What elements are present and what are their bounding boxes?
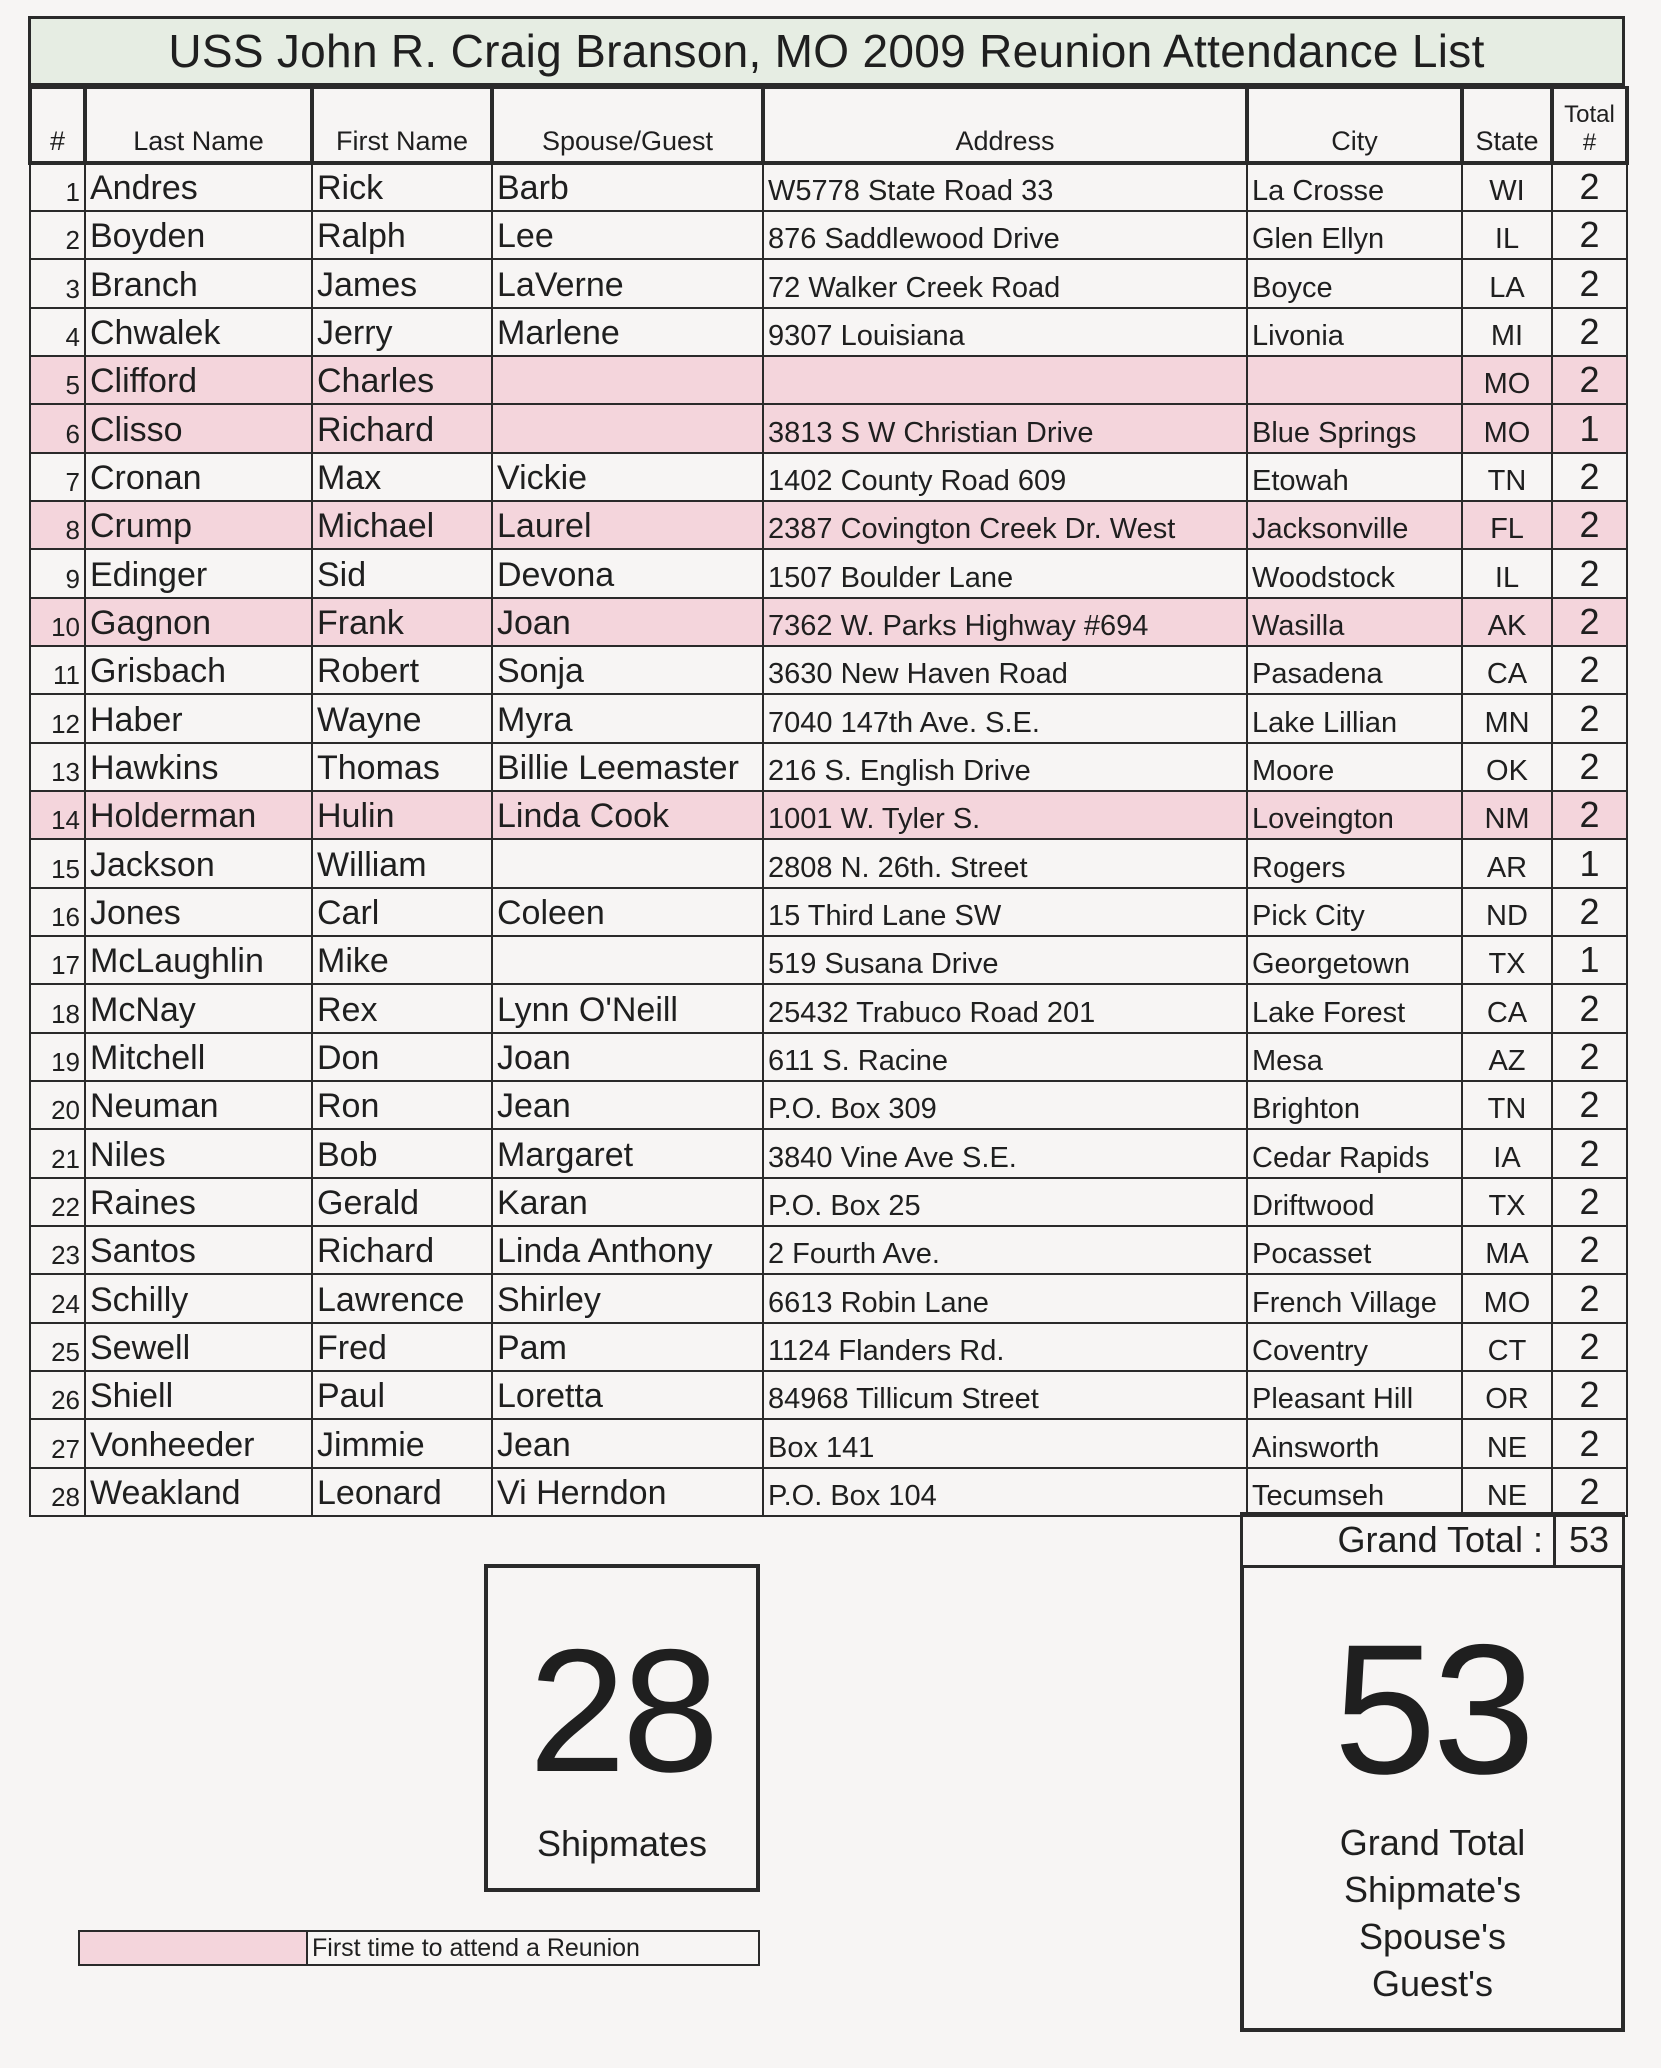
row-number: 11 bbox=[30, 646, 85, 694]
city-cell: Cedar Rapids bbox=[1247, 1129, 1462, 1177]
city-cell: Driftwood bbox=[1247, 1178, 1462, 1226]
last-name-cell: Boyden bbox=[85, 211, 312, 259]
address-cell: 3813 S W Christian Drive bbox=[763, 404, 1247, 452]
table-row bbox=[30, 839, 1627, 887]
row-number: 5 bbox=[30, 356, 85, 404]
total-cell: 2 bbox=[1552, 453, 1627, 501]
address-cell: 2387 Covington Creek Dr. West bbox=[763, 501, 1247, 549]
table-row bbox=[30, 1226, 1627, 1274]
row-number: 22 bbox=[30, 1178, 85, 1226]
address-cell: 7040 147th Ave. S.E. bbox=[763, 694, 1247, 742]
spouse-guest-cell: Billie Leemaster bbox=[492, 743, 763, 791]
city-cell: Lake Lillian bbox=[1247, 694, 1462, 742]
address-cell: 7362 W. Parks Highway #694 bbox=[763, 598, 1247, 646]
total-cell: 2 bbox=[1552, 1226, 1627, 1274]
city-cell: Rogers bbox=[1247, 839, 1462, 887]
city-cell: Loveington bbox=[1247, 791, 1462, 839]
city-cell: Glen Ellyn bbox=[1247, 211, 1462, 259]
first-name-cell: Sid bbox=[312, 549, 492, 597]
last-name-cell: Jackson bbox=[85, 839, 312, 887]
spouse-guest-cell: Lynn O'Neill bbox=[492, 984, 763, 1032]
row-number: 2 bbox=[30, 211, 85, 259]
last-name-cell: Neuman bbox=[85, 1081, 312, 1129]
row-number: 9 bbox=[30, 549, 85, 597]
state-cell: IL bbox=[1462, 211, 1552, 259]
total-cell: 2 bbox=[1552, 163, 1627, 211]
shipmates-caption: Shipmates bbox=[536, 1823, 708, 1864]
total-cell: 2 bbox=[1552, 1081, 1627, 1129]
header-spouse-guest: Spouse/Guest bbox=[492, 88, 763, 163]
table-row bbox=[30, 1178, 1627, 1226]
first-name-cell: Richard bbox=[312, 1226, 492, 1274]
header-state: State bbox=[1462, 88, 1552, 163]
table-row bbox=[30, 1129, 1627, 1177]
state-cell: LA bbox=[1462, 259, 1552, 307]
city-cell: Livonia bbox=[1247, 308, 1462, 356]
last-name-cell: Schilly bbox=[85, 1274, 312, 1322]
city-cell: French Village bbox=[1247, 1274, 1462, 1322]
caption-line-2: Shipmate's bbox=[1344, 1869, 1521, 1910]
row-number: 26 bbox=[30, 1371, 85, 1419]
first-name-cell: Robert bbox=[312, 646, 492, 694]
state-cell: ND bbox=[1462, 888, 1552, 936]
spouse-guest-cell: Vickie bbox=[492, 453, 763, 501]
first-name-cell: Paul bbox=[312, 1371, 492, 1419]
table-row bbox=[30, 308, 1627, 356]
table-row bbox=[30, 1274, 1627, 1322]
first-name-cell: Hulin bbox=[312, 791, 492, 839]
row-number: 19 bbox=[30, 1033, 85, 1081]
first-name-cell: Richard bbox=[312, 404, 492, 452]
total-cell: 1 bbox=[1552, 404, 1627, 452]
first-name-cell: Mike bbox=[312, 936, 492, 984]
legend-swatch bbox=[80, 1932, 308, 1964]
grand-total-value: 53 bbox=[1568, 1519, 1610, 1560]
address-cell: 3630 New Haven Road bbox=[763, 646, 1247, 694]
grand-total-row bbox=[1240, 1512, 1625, 1568]
address-cell: 72 Walker Creek Road bbox=[763, 259, 1247, 307]
header-total-line2: # bbox=[1582, 128, 1597, 156]
state-cell: MA bbox=[1462, 1226, 1552, 1274]
spouse-guest-cell: Vi Herndon bbox=[492, 1468, 763, 1516]
table-row bbox=[30, 211, 1627, 259]
table-row bbox=[30, 1323, 1627, 1371]
spouse-guest-cell: Lee bbox=[492, 211, 763, 259]
total-cell: 1 bbox=[1552, 839, 1627, 887]
table-row bbox=[30, 791, 1627, 839]
spouse-guest-cell: Jean bbox=[492, 1419, 763, 1467]
state-cell: TN bbox=[1462, 1081, 1552, 1129]
table-row bbox=[30, 984, 1627, 1032]
table-row bbox=[30, 163, 1627, 211]
spouse-guest-cell bbox=[492, 356, 763, 404]
last-name-cell: Niles bbox=[85, 1129, 312, 1177]
spouse-guest-cell: Sonja bbox=[492, 646, 763, 694]
address-cell: P.O. Box 104 bbox=[763, 1468, 1247, 1516]
city-cell: Etowah bbox=[1247, 453, 1462, 501]
last-name-cell: Crump bbox=[85, 501, 312, 549]
address-cell: 9307 Louisiana bbox=[763, 308, 1247, 356]
address-cell: 3840 Vine Ave S.E. bbox=[763, 1129, 1247, 1177]
address-cell: P.O. Box 309 bbox=[763, 1081, 1247, 1129]
grand-total-caption bbox=[1244, 1819, 1621, 2007]
total-cell: 2 bbox=[1552, 211, 1627, 259]
row-number: 20 bbox=[30, 1081, 85, 1129]
city-cell: Coventry bbox=[1247, 1323, 1462, 1371]
row-number: 21 bbox=[30, 1129, 85, 1177]
spouse-guest-cell: Devona bbox=[492, 549, 763, 597]
city-cell: Lake Forest bbox=[1247, 984, 1462, 1032]
spouse-guest-cell: Barb bbox=[492, 163, 763, 211]
caption-line-4: Guest's bbox=[1372, 1963, 1493, 2004]
state-cell: OR bbox=[1462, 1371, 1552, 1419]
address-cell: 2808 N. 26th. Street bbox=[763, 839, 1247, 887]
table-row bbox=[30, 743, 1627, 791]
spouse-guest-cell: Laurel bbox=[492, 501, 763, 549]
first-name-cell: Don bbox=[312, 1033, 492, 1081]
last-name-cell: Chwalek bbox=[85, 308, 312, 356]
header-first-name: First Name bbox=[312, 88, 492, 163]
city-cell: Pocasset bbox=[1247, 1226, 1462, 1274]
table-row bbox=[30, 1468, 1627, 1516]
spouse-guest-cell: Linda Cook bbox=[492, 791, 763, 839]
total-cell: 2 bbox=[1552, 791, 1627, 839]
total-cell: 2 bbox=[1552, 356, 1627, 404]
city-cell: Blue Springs bbox=[1247, 404, 1462, 452]
state-cell: IL bbox=[1462, 549, 1552, 597]
row-number: 7 bbox=[30, 453, 85, 501]
state-cell: MO bbox=[1462, 1274, 1552, 1322]
total-cell: 2 bbox=[1552, 646, 1627, 694]
state-cell: MI bbox=[1462, 308, 1552, 356]
city-cell: Pleasant Hill bbox=[1247, 1371, 1462, 1419]
last-name-cell: McLaughlin bbox=[85, 936, 312, 984]
shipmates-box bbox=[484, 1564, 760, 1892]
address-cell: 6613 Robin Lane bbox=[763, 1274, 1247, 1322]
city-cell: Boyce bbox=[1247, 259, 1462, 307]
city-cell: Ainsworth bbox=[1247, 1419, 1462, 1467]
last-name-cell: Raines bbox=[85, 1178, 312, 1226]
last-name-cell: Branch bbox=[85, 259, 312, 307]
address-cell: W5778 State Road 33 bbox=[763, 163, 1247, 211]
first-name-cell: Max bbox=[312, 453, 492, 501]
row-number: 18 bbox=[30, 984, 85, 1032]
spouse-guest-cell: Shirley bbox=[492, 1274, 763, 1322]
last-name-cell: McNay bbox=[85, 984, 312, 1032]
state-cell: AR bbox=[1462, 839, 1552, 887]
caption-line-1: Grand Total bbox=[1339, 1822, 1526, 1863]
row-number: 25 bbox=[30, 1323, 85, 1371]
city-cell: Woodstock bbox=[1247, 549, 1462, 597]
city-cell: Georgetown bbox=[1247, 936, 1462, 984]
first-name-cell: Jimmie bbox=[312, 1419, 492, 1467]
state-cell: MO bbox=[1462, 356, 1552, 404]
first-name-cell: Ralph bbox=[312, 211, 492, 259]
table-row bbox=[30, 453, 1627, 501]
address-cell: 1001 W. Tyler S. bbox=[763, 791, 1247, 839]
state-cell: FL bbox=[1462, 501, 1552, 549]
first-name-cell: Charles bbox=[312, 356, 492, 404]
shipmates-count: 28 bbox=[528, 1614, 716, 1809]
spouse-guest-cell: Marlene bbox=[492, 308, 763, 356]
header-total-line1: Total bbox=[1564, 100, 1615, 128]
spouse-guest-cell bbox=[492, 936, 763, 984]
last-name-cell: Gagnon bbox=[85, 598, 312, 646]
last-name-cell: Haber bbox=[85, 694, 312, 742]
row-number: 10 bbox=[30, 598, 85, 646]
city-cell: Jacksonville bbox=[1247, 501, 1462, 549]
address-cell: 1507 Boulder Lane bbox=[763, 549, 1247, 597]
last-name-cell: Mitchell bbox=[85, 1033, 312, 1081]
table-row bbox=[30, 936, 1627, 984]
table-row bbox=[30, 356, 1627, 404]
spouse-guest-cell: Karan bbox=[492, 1178, 763, 1226]
page-title: USS John R. Craig Branson, MO 2009 Reunion Attendance List bbox=[28, 16, 1625, 86]
spouse-guest-cell: Margaret bbox=[492, 1129, 763, 1177]
state-cell: NE bbox=[1462, 1468, 1552, 1516]
state-cell: OK bbox=[1462, 743, 1552, 791]
state-cell: NE bbox=[1462, 1419, 1552, 1467]
total-cell: 2 bbox=[1552, 259, 1627, 307]
first-name-cell: Michael bbox=[312, 501, 492, 549]
first-name-cell: Thomas bbox=[312, 743, 492, 791]
total-cell: 1 bbox=[1552, 936, 1627, 984]
header-num: # bbox=[30, 88, 85, 163]
row-number: 8 bbox=[30, 501, 85, 549]
total-cell: 2 bbox=[1552, 1129, 1627, 1177]
legend bbox=[78, 1930, 760, 1966]
spouse-guest-cell: Pam bbox=[492, 1323, 763, 1371]
city-cell: Moore bbox=[1247, 743, 1462, 791]
spouse-guest-cell: Joan bbox=[492, 598, 763, 646]
first-name-cell: Bob bbox=[312, 1129, 492, 1177]
state-cell: WI bbox=[1462, 163, 1552, 211]
row-number: 13 bbox=[30, 743, 85, 791]
row-number: 6 bbox=[30, 404, 85, 452]
first-name-cell: Fred bbox=[312, 1323, 492, 1371]
spouse-guest-cell: Coleen bbox=[492, 888, 763, 936]
state-cell: AZ bbox=[1462, 1033, 1552, 1081]
table-row bbox=[30, 1371, 1627, 1419]
row-number: 14 bbox=[30, 791, 85, 839]
address-cell: P.O. Box 25 bbox=[763, 1178, 1247, 1226]
table-row bbox=[30, 1081, 1627, 1129]
last-name-cell: Grisbach bbox=[85, 646, 312, 694]
header-city: City bbox=[1247, 88, 1462, 163]
city-cell bbox=[1247, 356, 1462, 404]
grand-total-count: 53 bbox=[1333, 1607, 1532, 1813]
state-cell: IA bbox=[1462, 1129, 1552, 1177]
table-row bbox=[30, 1419, 1627, 1467]
spouse-guest-cell bbox=[492, 404, 763, 452]
first-name-cell: Ron bbox=[312, 1081, 492, 1129]
table-row bbox=[30, 646, 1627, 694]
state-cell: MN bbox=[1462, 694, 1552, 742]
total-cell: 2 bbox=[1552, 888, 1627, 936]
total-cell: 2 bbox=[1552, 1033, 1627, 1081]
city-cell: Mesa bbox=[1247, 1033, 1462, 1081]
row-number: 17 bbox=[30, 936, 85, 984]
last-name-cell: Holderman bbox=[85, 791, 312, 839]
header-last-name: Last Name bbox=[85, 88, 312, 163]
first-name-cell: James bbox=[312, 259, 492, 307]
total-cell: 2 bbox=[1552, 308, 1627, 356]
address-cell bbox=[763, 356, 1247, 404]
spouse-guest-cell: Linda Anthony bbox=[492, 1226, 763, 1274]
state-cell: TX bbox=[1462, 936, 1552, 984]
state-cell: CA bbox=[1462, 984, 1552, 1032]
last-name-cell: Andres bbox=[85, 163, 312, 211]
row-number: 12 bbox=[30, 694, 85, 742]
first-name-cell: Frank bbox=[312, 598, 492, 646]
city-cell: Pick City bbox=[1247, 888, 1462, 936]
last-name-cell: Jones bbox=[85, 888, 312, 936]
first-name-cell: Lawrence bbox=[312, 1274, 492, 1322]
total-cell: 2 bbox=[1552, 1274, 1627, 1322]
first-name-cell: Leonard bbox=[312, 1468, 492, 1516]
spouse-guest-cell: Joan bbox=[492, 1033, 763, 1081]
grand-total-label: Grand Total : bbox=[1243, 1515, 1556, 1565]
first-name-cell: Rex bbox=[312, 984, 492, 1032]
last-name-cell: Weakland bbox=[85, 1468, 312, 1516]
spouse-guest-cell: Myra bbox=[492, 694, 763, 742]
first-name-cell: Jerry bbox=[312, 308, 492, 356]
total-cell: 2 bbox=[1552, 501, 1627, 549]
table-body bbox=[30, 163, 1627, 1517]
state-cell: AK bbox=[1462, 598, 1552, 646]
last-name-cell: Sewell bbox=[85, 1323, 312, 1371]
first-name-cell: Carl bbox=[312, 888, 492, 936]
header-total bbox=[1552, 88, 1627, 163]
total-cell: 2 bbox=[1552, 549, 1627, 597]
city-cell: Brighton bbox=[1247, 1081, 1462, 1129]
caption-line-3: Spouse's bbox=[1359, 1916, 1506, 1957]
row-number: 23 bbox=[30, 1226, 85, 1274]
first-name-cell: Rick bbox=[312, 163, 492, 211]
last-name-cell: Vonheeder bbox=[85, 1419, 312, 1467]
table-row bbox=[30, 259, 1627, 307]
state-cell: TN bbox=[1462, 453, 1552, 501]
address-cell: 876 Saddlewood Drive bbox=[763, 211, 1247, 259]
table-row bbox=[30, 404, 1627, 452]
total-cell: 2 bbox=[1552, 743, 1627, 791]
total-cell: 2 bbox=[1552, 1323, 1627, 1371]
address-cell: 2 Fourth Ave. bbox=[763, 1226, 1247, 1274]
table-row bbox=[30, 598, 1627, 646]
spouse-guest-cell: Loretta bbox=[492, 1371, 763, 1419]
total-cell: 2 bbox=[1552, 1468, 1627, 1516]
address-cell: 519 Susana Drive bbox=[763, 936, 1247, 984]
address-cell: 216 S. English Drive bbox=[763, 743, 1247, 791]
total-cell: 2 bbox=[1552, 1371, 1627, 1419]
state-cell: TX bbox=[1462, 1178, 1552, 1226]
city-cell: Pasadena bbox=[1247, 646, 1462, 694]
grand-total-box bbox=[1240, 1568, 1625, 2032]
city-cell: Wasilla bbox=[1247, 598, 1462, 646]
header-address: Address bbox=[763, 88, 1247, 163]
last-name-cell: Edinger bbox=[85, 549, 312, 597]
total-cell: 2 bbox=[1552, 984, 1627, 1032]
spouse-guest-cell bbox=[492, 839, 763, 887]
table-row bbox=[30, 549, 1627, 597]
row-number: 15 bbox=[30, 839, 85, 887]
row-number: 28 bbox=[30, 1468, 85, 1516]
total-cell: 2 bbox=[1552, 1419, 1627, 1467]
state-cell: CA bbox=[1462, 646, 1552, 694]
row-number: 27 bbox=[30, 1419, 85, 1467]
table-row bbox=[30, 1033, 1627, 1081]
row-number: 3 bbox=[30, 259, 85, 307]
address-cell: 611 S. Racine bbox=[763, 1033, 1247, 1081]
row-number: 16 bbox=[30, 888, 85, 936]
total-cell: 2 bbox=[1552, 694, 1627, 742]
city-cell: Tecumseh bbox=[1247, 1468, 1462, 1516]
address-cell: 84968 Tillicum Street bbox=[763, 1371, 1247, 1419]
total-cell: 2 bbox=[1552, 598, 1627, 646]
first-name-cell: Gerald bbox=[312, 1178, 492, 1226]
total-cell: 2 bbox=[1552, 1178, 1627, 1226]
table-row bbox=[30, 694, 1627, 742]
address-cell: 25432 Trabuco Road 201 bbox=[763, 984, 1247, 1032]
last-name-cell: Cronan bbox=[85, 453, 312, 501]
legend-text: First time to attend a Reunion bbox=[312, 1934, 640, 1962]
first-name-cell: Wayne bbox=[312, 694, 492, 742]
address-cell: 15 Third Lane SW bbox=[763, 888, 1247, 936]
address-cell: 1402 County Road 609 bbox=[763, 453, 1247, 501]
table-row bbox=[30, 888, 1627, 936]
address-cell: 1124 Flanders Rd. bbox=[763, 1323, 1247, 1371]
row-number: 1 bbox=[30, 163, 85, 211]
address-cell: Box 141 bbox=[763, 1419, 1247, 1467]
last-name-cell: Clisso bbox=[85, 404, 312, 452]
state-cell: NM bbox=[1462, 791, 1552, 839]
table-row bbox=[30, 501, 1627, 549]
last-name-cell: Clifford bbox=[85, 356, 312, 404]
row-number: 24 bbox=[30, 1274, 85, 1322]
first-name-cell: William bbox=[312, 839, 492, 887]
row-number: 4 bbox=[30, 308, 85, 356]
last-name-cell: Shiell bbox=[85, 1371, 312, 1419]
spouse-guest-cell: Jean bbox=[492, 1081, 763, 1129]
city-cell: La Crosse bbox=[1247, 163, 1462, 211]
attendance-table bbox=[28, 86, 1629, 1517]
last-name-cell: Hawkins bbox=[85, 743, 312, 791]
last-name-cell: Santos bbox=[85, 1226, 312, 1274]
state-cell: CT bbox=[1462, 1323, 1552, 1371]
state-cell: MO bbox=[1462, 404, 1552, 452]
table-header-row bbox=[30, 88, 1627, 163]
spouse-guest-cell: LaVerne bbox=[492, 259, 763, 307]
